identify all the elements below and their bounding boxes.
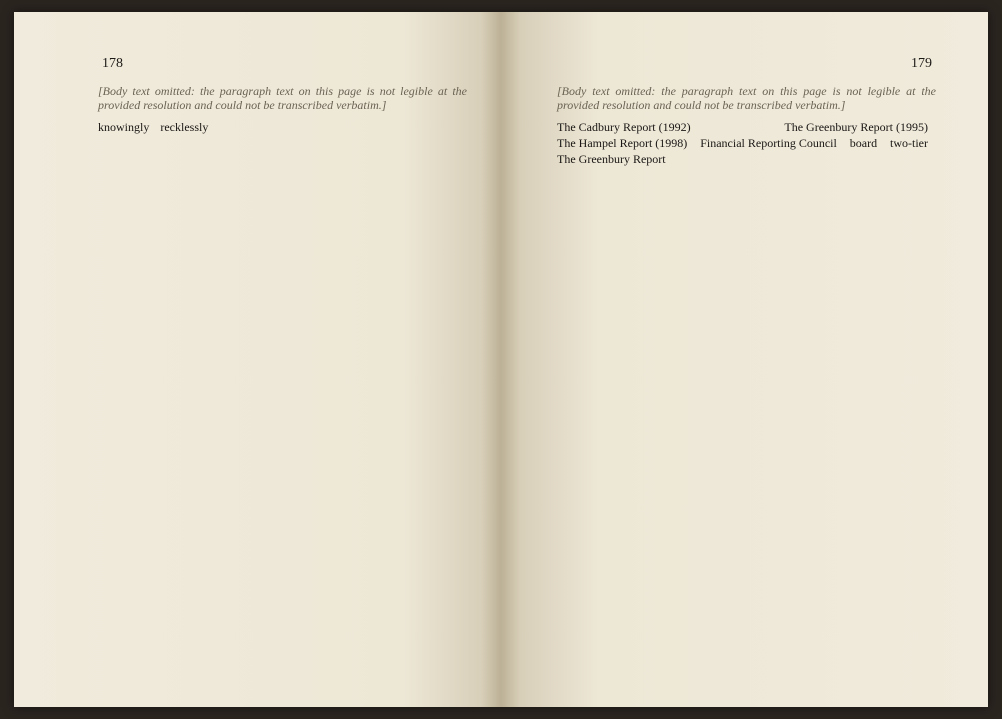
right-page-body: [557, 84, 936, 167]
right-page-omission-note: [Body text omitted: the paragraph text on this page is not legible at the provided resolution and could not be transcribed verbatim.]: [557, 84, 936, 113]
legible-term: recklessly: [160, 119, 209, 134]
legible-term: The Hampel Report (1998): [557, 135, 688, 150]
right-page: [501, 12, 988, 707]
right-page-legible-terms: [557, 119, 936, 167]
book-spread: [14, 12, 988, 707]
legible-term: Financial Reporting Council: [700, 135, 837, 150]
legible-term: two-tier: [890, 135, 928, 150]
left-page-body: [98, 84, 467, 135]
legible-term: The Cadbury Report (1992): [557, 119, 691, 134]
left-page-number: 178: [102, 56, 123, 71]
left-page: [14, 12, 501, 707]
legible-term: board: [849, 135, 878, 150]
left-page-legible-terms: [98, 119, 467, 135]
right-page-number: 179: [911, 56, 932, 71]
legible-term: The Greenbury Report (1995): [784, 119, 928, 134]
legible-term: The Greenbury Report: [557, 151, 666, 166]
legible-term: knowingly: [98, 119, 150, 134]
left-page-omission-note: [Body text omitted: the paragraph text on this page is not legible at the provided resolution and could not be transcribed verbatim.]: [98, 84, 467, 113]
